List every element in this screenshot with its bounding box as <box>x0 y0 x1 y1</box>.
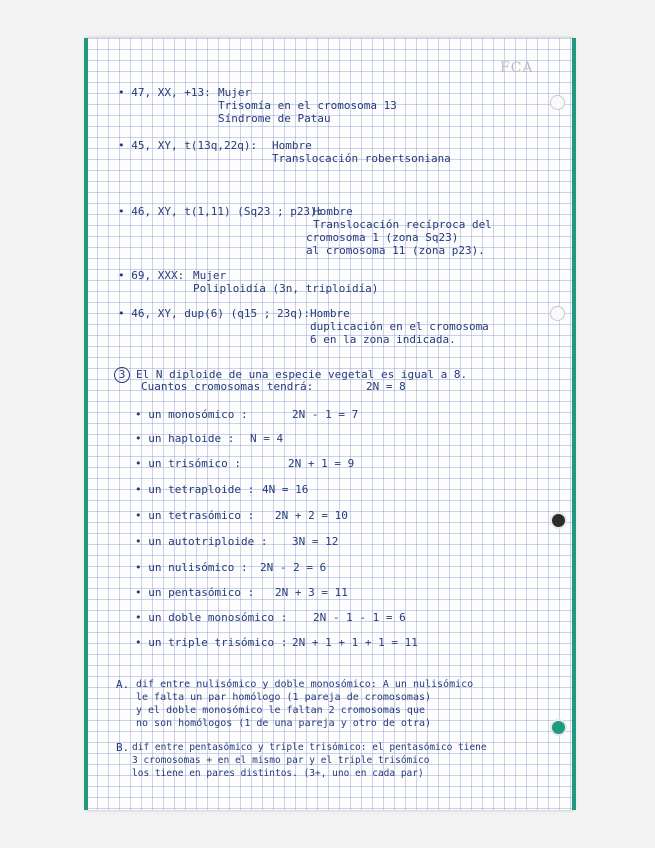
bullet: • <box>118 205 132 218</box>
binder-hole <box>550 306 565 321</box>
list-item: • un tetrasómico : <box>135 509 255 522</box>
entry-line: Poliploidía (3n, triploidía) <box>193 282 379 295</box>
item-label: un nulisómico : <box>148 561 248 574</box>
karyotype-entry <box>118 206 323 218</box>
item-label: un doble monosómico : <box>148 611 288 624</box>
item-value: 2N + 3 = 11 <box>275 586 348 599</box>
list-item: • un doble monosómico : <box>135 611 288 624</box>
list-item: • un nulisómico : <box>135 561 248 574</box>
karyotype: 46, XY, dup(6) (q15 ; 23q): <box>131 307 311 320</box>
bullet: • <box>118 139 132 152</box>
note-line: los tiene en pares distintos. (3+, uno en cada par) <box>132 768 424 779</box>
entry-line: Hombre <box>310 307 350 320</box>
note-label: B. <box>116 741 130 754</box>
entry-line: Hombre <box>313 205 353 218</box>
list-item: • un tetraploide : <box>135 483 255 496</box>
bullet: • <box>118 86 132 99</box>
entry-line: Translocación robertsoniana <box>272 152 451 165</box>
item-label: un haploide : <box>148 432 235 445</box>
page-left-edge <box>84 38 88 810</box>
note-label: A. <box>116 678 130 691</box>
page-right-edge <box>572 38 576 810</box>
note-line: dif entre pentasómico y triple trisómico: el pentasómico tiene <box>132 742 487 753</box>
item-value: 2N + 1 + 1 + 1 = 11 <box>292 636 418 649</box>
item-label: un triple trisómico : <box>148 636 288 649</box>
note-line: y el doble monosómico le faltan 2 cromosomas que <box>136 705 425 716</box>
entry-line: Síndrome de Patau <box>218 112 331 125</box>
list-item: • un monosómico : <box>135 408 248 421</box>
page-stamp: FCA <box>500 60 534 76</box>
item-label: un tetrasómico : <box>148 509 255 522</box>
list-item: • un autotriploide : <box>135 535 268 548</box>
item-value: 2N - 1 - 1 = 6 <box>313 611 406 624</box>
list-item: • un haploide : <box>135 432 235 445</box>
question-line: Cuantos cromosomas tendrá: <box>141 380 314 393</box>
binder-hole <box>550 95 565 110</box>
list-item: • un trisómico : <box>135 457 241 470</box>
list-item: • un pentasómico : <box>135 586 255 599</box>
binder-hole <box>550 512 567 529</box>
entry-line: cromosoma 1 (zona Sq23) <box>306 231 459 244</box>
karyotype: 47, XX, +13: <box>131 86 211 99</box>
entry-line: 6 en la zona indicada. <box>310 333 456 346</box>
item-value: 3N = 12 <box>292 535 339 548</box>
entry-line: al cromosoma 11 (zona p23). <box>306 244 485 257</box>
list-item: • un triple trisómico : <box>135 636 288 649</box>
item-value: 2N + 1 = 9 <box>288 457 355 470</box>
item-value: N = 4 <box>250 432 284 445</box>
note-line: 3 cromosomas + en el mismo par y el triple trisómico <box>132 755 430 766</box>
item-value: 2N - 2 = 6 <box>260 561 327 574</box>
entry-line: Mujer <box>193 269 227 282</box>
entry-line: Trisomía en el cromosoma 13 <box>218 99 397 112</box>
karyotype: 45, XY, t(13q,22q): <box>131 139 258 152</box>
note-line: no son homólogos (1 de una pareja y otro de otra) <box>136 718 432 729</box>
karyotype: 46, XY, t(1,11) (Sq23 ; p23): <box>131 205 324 218</box>
entry-line: Hombre <box>272 139 312 152</box>
question-given: 2N = 8 <box>366 380 406 393</box>
item-label: un tetraploide : <box>148 483 255 496</box>
binder-hole <box>550 719 567 736</box>
entry-line: duplicación en el cromosoma <box>310 320 489 333</box>
note-line: le falta un par homólogo (1 pareja de cromosomas) <box>136 692 432 703</box>
item-label: un pentasómico : <box>148 586 255 599</box>
item-value: 2N - 1 = 7 <box>292 408 359 421</box>
karyotype-entry <box>118 270 184 282</box>
bullet: • <box>118 269 132 282</box>
karyotype: 69, XXX: <box>131 269 185 282</box>
item-label: un monosómico : <box>148 408 248 421</box>
item-value: 4N = 16 <box>262 483 309 496</box>
entry-line: Mujer <box>218 86 252 99</box>
karyotype-entry <box>118 140 257 152</box>
item-label: un autotriploide : <box>148 535 268 548</box>
item-value: 2N + 2 = 10 <box>275 509 348 522</box>
question-line: El N diploide de una especie vegetal es igual a 8. <box>136 368 468 381</box>
karyotype-entry <box>118 308 310 320</box>
entry-line: Translocación recíproca del <box>313 218 492 231</box>
karyotype-entry <box>118 87 211 99</box>
note-line: dif entre nulisómico y doble monosómico: A un nulisómico <box>136 679 474 690</box>
item-label: un trisómico : <box>148 457 241 470</box>
bullet: • <box>118 307 132 320</box>
question-number: 3 <box>114 367 130 383</box>
